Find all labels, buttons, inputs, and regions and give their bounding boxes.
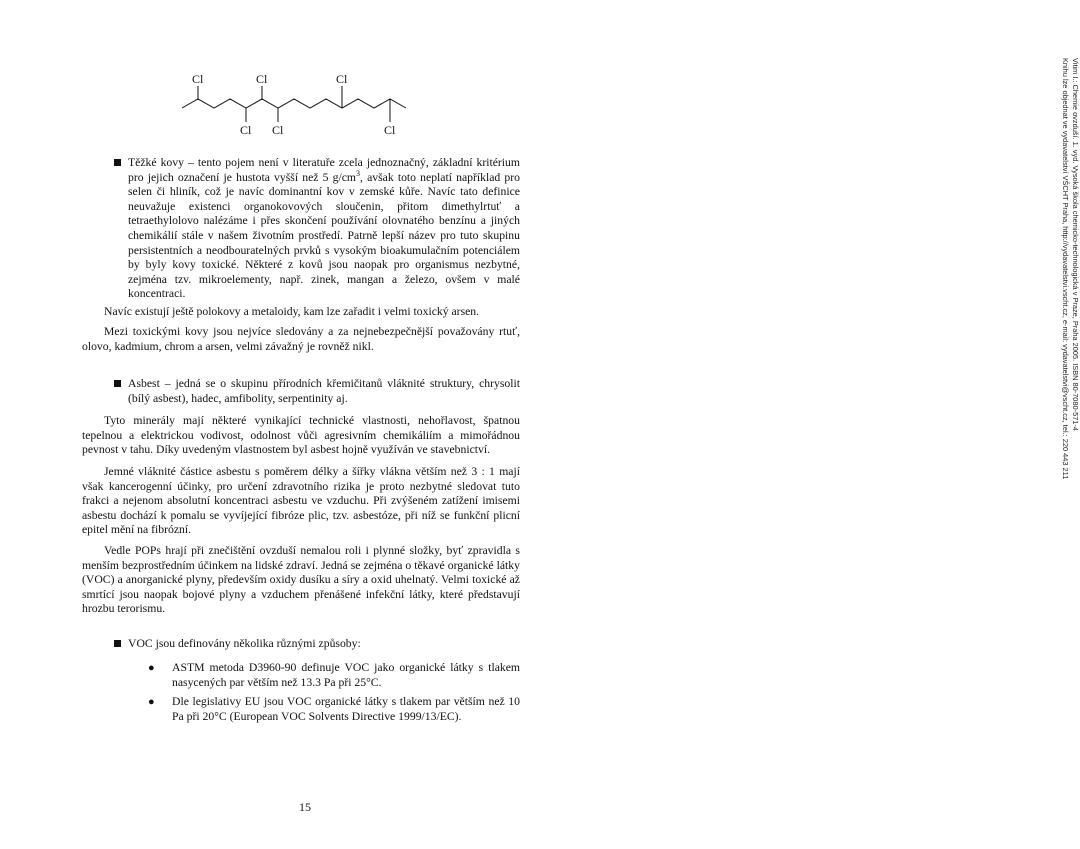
sub-bullet-item xyxy=(148,695,520,724)
sidebar-citation: Vitim I.: Chemie ovzduší. 1. vyd. Vysoká škola chemicko-technologická v Praze, Praha 2005. ISBN 80-7080-571-4 xyxy=(1071,58,1080,431)
cl-label: Cl xyxy=(336,72,348,86)
sub-bullet-text: Dle legislativy EU jsou VOC organické látky s tlakem par větším než 10 Pa při 20°C (European VOC Solvents Directive 1999/13/EC). xyxy=(172,695,520,723)
asbestos-bullet xyxy=(128,377,520,406)
cl-label: Cl xyxy=(256,72,268,86)
cl-label: Cl xyxy=(240,123,252,137)
cl-label: Cl xyxy=(384,123,396,137)
voc-text: VOC jsou definovány několika různými způsoby: xyxy=(128,637,361,650)
chemical-structure xyxy=(178,72,418,142)
sidebar-order-info: Knihu lze objednat ve vydavatelství VŠCHT Praha, http://vydavatelstvi.vscht.cz, e-mail: vydavatelstvi@vscht.cz, tel.: 220 443 211 xyxy=(1060,58,1070,480)
paragraph: Navíc existují ještě polokovy a metaloidy, kam lze zařadit i velmi toxický arsen. xyxy=(104,305,480,318)
paragraph: Jemné vláknité částice asbestu s poměrem délky a šířky vlákna větším než 3 : 1 mají však kancerogenní účinky, pro určení zdravotního rizika je proto nezbytné sledovat tuto frakci a nejenom absolutní koncentraci asbestu ve vzduchu. Při zvýšeném zatížení imisemi asbestu dochází k pomalu se vyvíjející fibróze plic, tzv. asbestóze, při níž se funkční plicní epitel mění na fibrózní. xyxy=(82,465,520,537)
square-bullet-icon xyxy=(114,640,121,647)
sub-bullet-text: ASTM metoda D3960-90 definuje VOC jako organické látky s tlakem nasycených par větším než 13.3 Pa při 25°C. xyxy=(172,661,520,689)
heavy-metals-text-rest: , avšak toto neplatí například pro selen či hliník, což je navíc dominantní kov v zemské kůře. Navíc tato definice neuvažuje existenci organokovových sloučenin, přitom dimethylrtuť a tetraethylolovo nalézáme i přes skončení používání olovnatého benzínu a jiných chemikálií stále v našem životním prostředí. Patrně lepší název pro tuto skupinu persistentních a neodbouratelných prvků s vysokým bioakumulačním potenciálem by byly kovy toxické. Některé z kovů jsou naopak pro organismus nezbytné, zejména tzv. mikroelementy, např. zinek, mangan a železo, ovšem v malé koncentraci. xyxy=(128,170,520,301)
cl-label: Cl xyxy=(272,123,284,137)
round-bullet-icon: ● xyxy=(148,662,155,674)
square-bullet-icon xyxy=(114,380,121,387)
superscript: 3 xyxy=(355,168,360,178)
paragraph: Tyto minerály mají některé vynikající technické vlastnosti, nehořlavost, špatnou tepelnou a elektrickou vodivost, odolnost vůči agresivním chemikáliím a mimořádnou pevnost v tahu. Díky uvedeným vlastnostem byl asbest hojně využíván ve stavebnictví. xyxy=(82,414,520,457)
heavy-metals-text: Těžké kovy – tento pojem není v literatuře zcela jednoznačný, základní kritérium pro jejich označení je hustota vyšší než 5 g/cm xyxy=(128,156,520,184)
heavy-metals-bullet xyxy=(128,156,520,302)
cl-label: Cl xyxy=(192,72,204,86)
voc-bullet xyxy=(128,637,520,652)
sub-bullet-item xyxy=(148,661,520,690)
paragraph: Mezi toxickými kovy jsou nejvíce sledovány a za nejnebezpečnější považovány rtuť, olovo, kadmium, chrom a arsen, velmi závažný je rovněž nikl. xyxy=(82,325,520,353)
square-bullet-icon xyxy=(114,159,121,166)
round-bullet-icon: ● xyxy=(148,696,155,708)
paragraph: Vedle POPs hrají při znečištění ovzduší nemalou roli i plynné složky, byť zpravidla s menším bezprostředním účinkem na lidské zdraví. Jedná se zejména o těkavé organické látky (VOC) a anorganické plyny, především oxidy dusíku a síry a oxid uhelnatý. Velmi toxické až smrtící jsou naopak bojové plyny a vzduchem přenášené infekční látky, které představují hrozbu terorismu. xyxy=(82,544,520,616)
page-number: 15 xyxy=(299,800,311,814)
publication-sidebar xyxy=(1044,58,1080,618)
asbestos-text: Asbest – jedná se o skupinu přírodních křemičitanů vláknité struktury, chrysolit (bílý asbest), hadec, amfibolity, serpentinity aj. xyxy=(128,377,520,405)
